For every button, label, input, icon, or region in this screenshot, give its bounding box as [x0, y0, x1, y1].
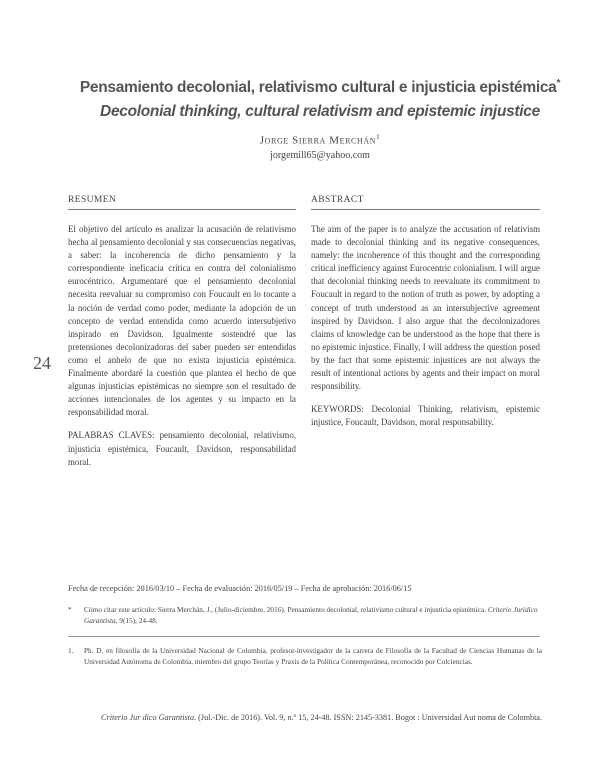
title-spanish [60, 78, 580, 97]
abstract-body: The aim of the paper is to analyze the accusation of relativism made to decolonial thinking and its negative consequences, namely: the incoherence of this thought and the corresponding critical inefficiency against Eurocentric colonialism. I will argue that decolonial thinking needs to reevaluate its commitment to Foucault in regard to the notion of truth as power, by adopting a concept of truth understood as an intersubjective agreement inspired by Davidson. I also argue that the decolonizadores claims of knowledge can be understood as the hope that there is no epistemic injustice. Finally, I will address the question posed by the fact that some epistemic injustices are not always the result of intentional actions by agents and their impact on moral responsibility. [311, 224, 540, 392]
abstract-keywords: KEYWORDS: Decolonial Thinking, relativism, epistemic injustice, Foucault, Davidson, moral responsability. [311, 404, 540, 428]
citation-volume: 9 [119, 616, 123, 626]
citation-issue: (15) [122, 616, 136, 626]
author-name-text: Jorge Sierra Merchán [259, 134, 377, 147]
resumen-column [68, 223, 296, 469]
author-email: jorgemill65@yahoo.com [270, 150, 370, 161]
publication-dates: Fecha de recepción: 2016/03/10 – Fecha de evaluación: 2016/05/19 – Fecha de aprobación: 2016/06/15 [68, 584, 412, 593]
citation-pages: , 24-48. [135, 616, 158, 626]
citation-mark: * [68, 605, 72, 614]
title-footnote-mark: * [556, 78, 561, 89]
footnote-text: Ph. D. en filosofía de la Universidad Nacional de Colombia, profesor-investigador de la carrera de Filosofía de la Facultad de Ciencias Humanas de la Universidad Autónoma de Colombia, miembro del grupo Teorías y Praxis de la Política Contemporánea, reconocido por Colciencias. [84, 646, 542, 667]
citation-journal: Criterio Jurídico Garantista [84, 605, 538, 626]
resumen-body: El objetivo del artículo es analizar la acusación de relativismo hecha al pensamiento decolonial y sus consecuencias negativas, a saber: la incoherencia de dicho pensamiento y la correspondiente ineficacia crítica en contra del colonialismo eurocéntrico. Argumentaré que el pensamiento decolonial necesita reevaluar su compromiso con Foucault en lo tocante a la noción de verdad como poder, mediante la adopción de un concepto de verdad entendida como acuerdo intersubjetivo inspirado en Davidson. Igualmente sostendré que las pretensiones decolonizadoras del saber pueden ser entendidas como el anhelo de que no exista injusticia epistémica. Finalmente abordaré la cuestión que plantea el hecho de que algunas injusticias epistémicas no siempre son el resultado de acciones intencionales de los agentes y su impacto en la responsabilidad moral. [68, 224, 296, 418]
abstract-column [311, 223, 540, 429]
journal-footer-name: Criterio Jur dico Garantista [101, 713, 195, 722]
author-footnote-mark: 1 [376, 133, 381, 141]
author-name [60, 133, 580, 147]
citation-text: Cómo citar este artículo: Sierra Merchán, J., (Julio-diciembre, 2016). Pensamiento decolonial, relativismo cultural e injusticia epistémica. [84, 605, 487, 614]
citation-note: Cómo citar este artículo: Sierra Merchán, J., (Julio-diciembre, 2016). Pensamiento decolonial, relativismo cultural e injusticia epistémica. Criterio Jurídico Garantista, 9(15), 24-48. [84, 605, 538, 626]
abstract-rule [311, 209, 540, 210]
title-spanish-text: Pensamiento decolonial, relativismo cultural e injusticia epistémica [79, 79, 557, 97]
abstract-heading: ABSTRACT [311, 195, 364, 205]
resumen-keywords: PALABRAS CLAVES: pensamiento decolonial, relativismo, injusticia epistémica, Foucault, Davidson, responsabilidad moral. [68, 430, 296, 467]
footnote-separator [68, 636, 540, 637]
title-english: Decolonial thinking, cultural relativism and epistemic injustice [100, 103, 540, 120]
journal-footer-details: . (Jul.-Dic. de 2016). Vol. 9, n.º 15, 24-48. ISSN: 2145-3381. Bogot : Universidad Aut noma de Colombia. [194, 713, 542, 722]
resumen-rule [68, 209, 296, 210]
footnote-number: 1. [68, 646, 74, 655]
page-number: 24 [33, 353, 51, 373]
journal-footer [101, 713, 542, 722]
resumen-heading: RESUMEN [68, 195, 117, 205]
